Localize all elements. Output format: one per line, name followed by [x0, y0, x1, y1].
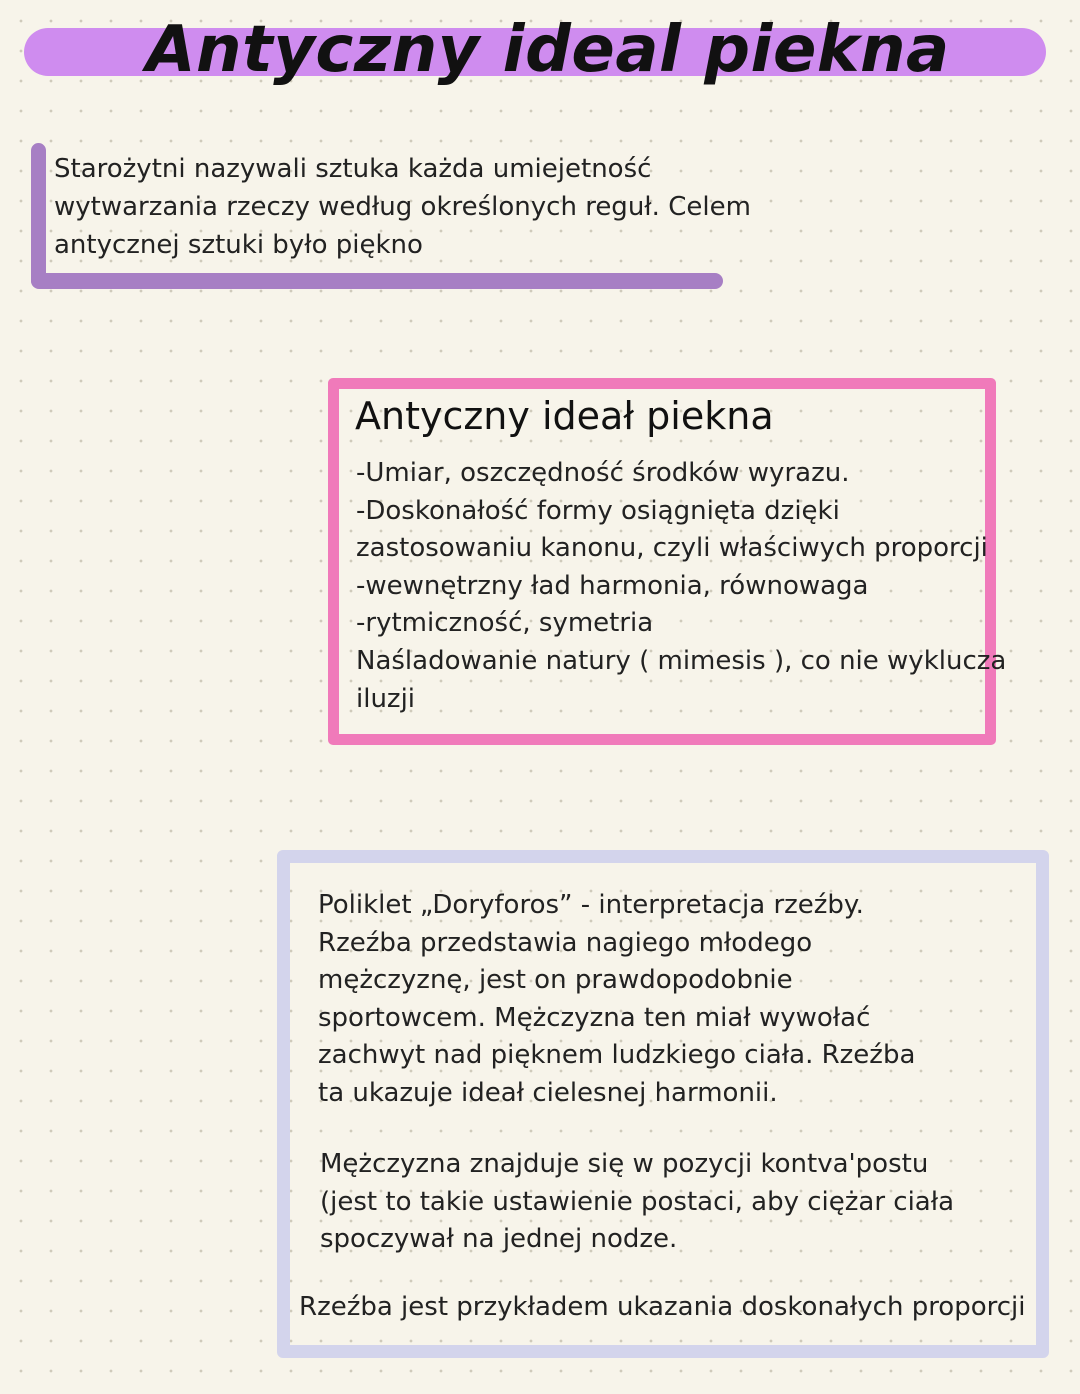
doryforos-line: Poliklet „Doryforos” - interpretacja rzeźby. — [318, 890, 864, 920]
intro-bracket-horizontal — [31, 273, 723, 289]
intro-line: antycznej sztuki było piękno — [54, 230, 423, 260]
intro-paragraph — [54, 150, 751, 264]
intro-bracket-vertical — [31, 143, 46, 288]
ideal-line: -Doskonałość formy osiągnięta dzięki — [356, 495, 840, 526]
ideal-box-list — [356, 455, 1007, 718]
ideal-line: -Umiar, oszczędność środków wyrazu. — [356, 458, 850, 488]
ideal-line: zastosowaniu kanonu, czyli właściwych proporcji — [356, 533, 988, 564]
doryforos-line: spoczywał na jednej nodze. — [320, 1224, 678, 1255]
doryforos-line: ta ukazuje ideał cielesnej harmonii. — [318, 1077, 778, 1108]
doryforos-line: mężczyznę, jest on prawdopodobnie — [318, 965, 793, 996]
doryforos-line: zachwyt nad pięknem ludzkiego ciała. Rzeźba — [318, 1040, 916, 1071]
intro-line: wytwarzania rzeczy według określonych reguł. Celem — [54, 192, 751, 222]
ideal-line: iluzji — [356, 683, 416, 714]
doryforos-paragraph-1 — [318, 887, 918, 1113]
page-title: Antyczny ideal piekna — [146, 13, 950, 87]
ideal-box-heading: Antyczny ideał piekna — [355, 394, 774, 438]
ideal-line: -rytmiczność, symetria — [356, 608, 654, 639]
doryforos-closing: Rzeźba jest przykładem ukazania doskonałych proporcji — [299, 1292, 1026, 1322]
doryforos-line: Rzeźba przedstawia nagiego młodego — [318, 927, 813, 958]
doryforos-line: sportowcem. Mężczyzna ten miał wywołać — [318, 1002, 871, 1033]
ideal-line: Naśladowanie natury ( mimesis ), co nie wyklucza — [356, 645, 1007, 676]
doryforos-paragraph-2 — [320, 1146, 960, 1259]
intro-line: Starożytni nazywali sztuka każda umiejetność — [54, 154, 652, 184]
ideal-line: -wewnętrzny ład harmonia, równowaga — [356, 570, 869, 601]
doryforos-line: Mężczyzna znajduje się w pozycji kontva'postu — [320, 1149, 929, 1179]
doryforos-line: (jest to takie ustawienie postaci, aby ciężar ciała — [320, 1186, 955, 1217]
